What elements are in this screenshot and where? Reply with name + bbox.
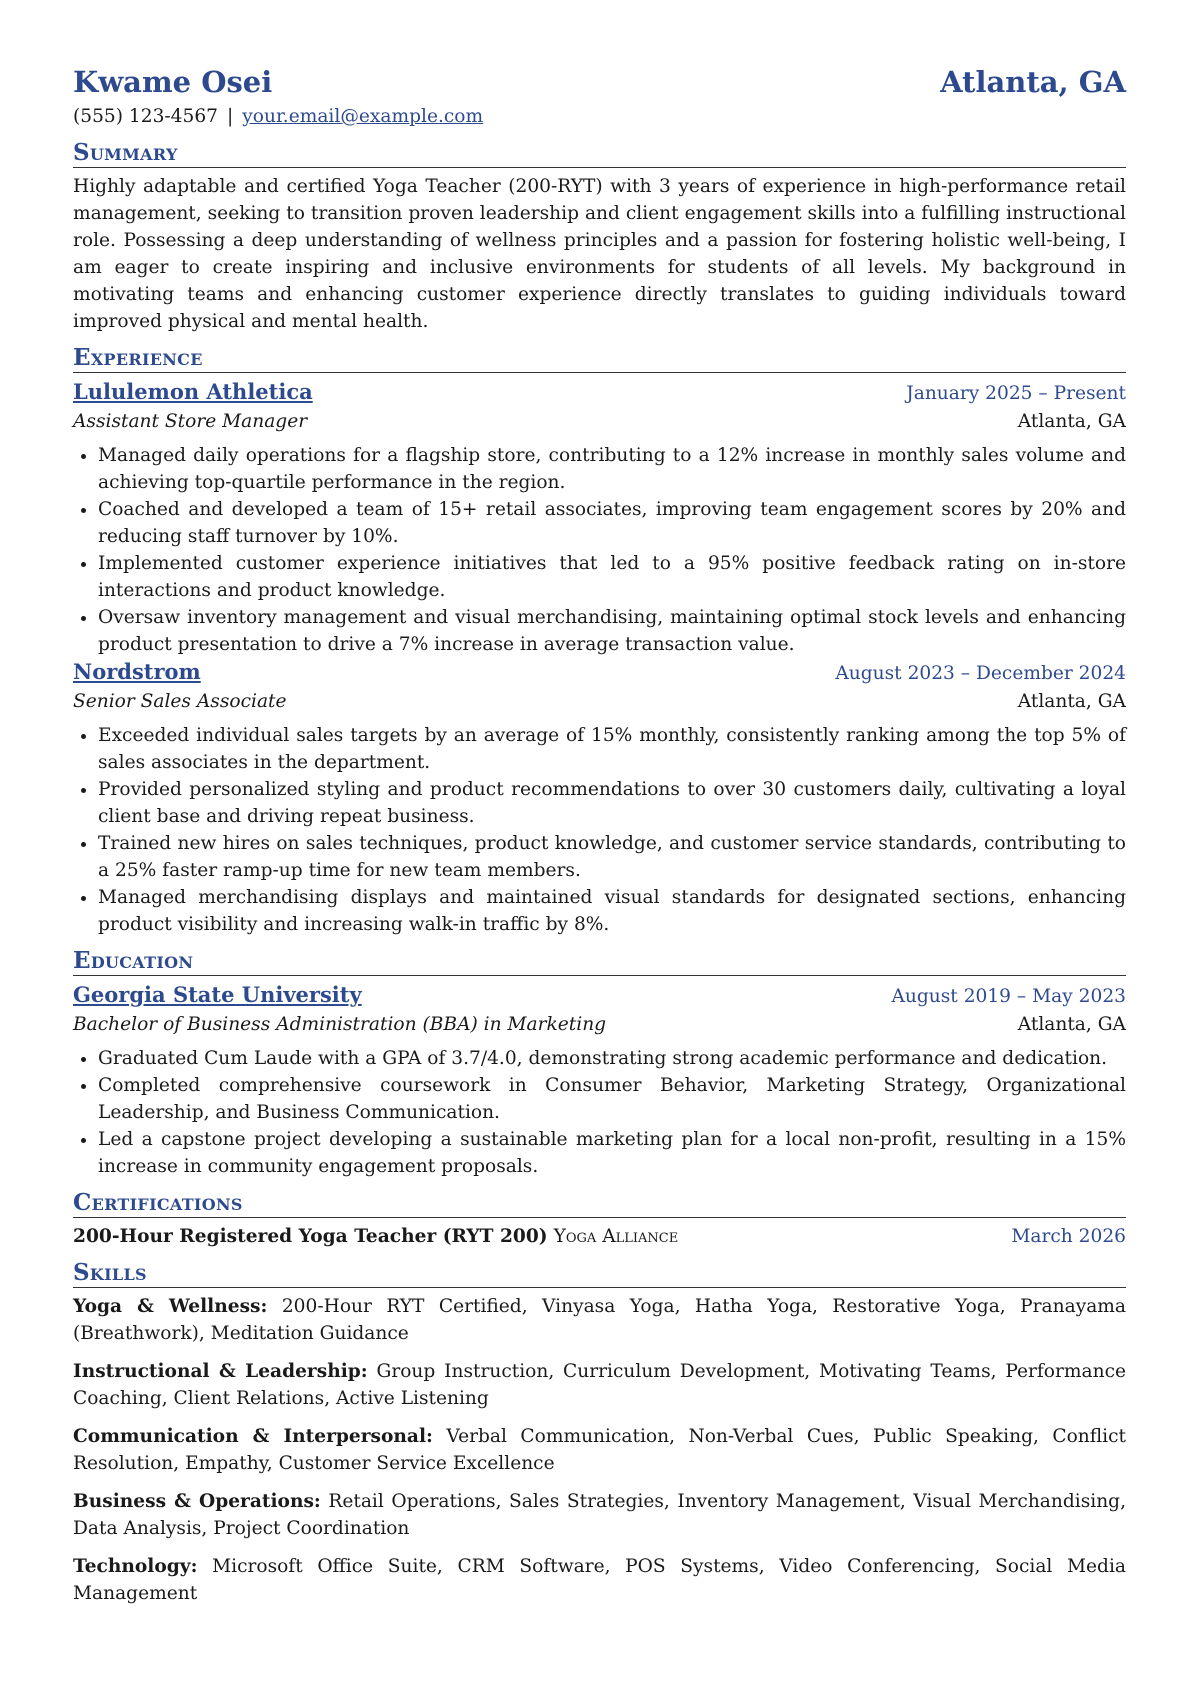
job-title: Assistant Store Manager bbox=[73, 411, 308, 432]
skill-group bbox=[73, 1293, 1126, 1347]
section-title-summary: Summary bbox=[73, 140, 1126, 168]
summary-text: Highly adaptable and certified Yoga Teacher (200-RYT) with 3 years of experience in high-performance retail management, seeking to transition proven leadership and client engagement skills into a fulfilling instructional role. Possessing a deep understanding of wellness principles and a passion for fostering holistic well-being, I am eager to create inspiring and inclusive environments for students of all levels. My background in motivating teams and enhancing customer experience directly translates to guiding individuals toward improved physical and mental health. bbox=[73, 176, 1126, 332]
skill-group bbox=[73, 1488, 1126, 1542]
skill-label: Communication & Interpersonal: bbox=[73, 1426, 433, 1447]
job-dates: January 2025 – Present bbox=[906, 383, 1126, 404]
employer-link[interactable]: Lululemon Athletica bbox=[73, 379, 313, 404]
skill-label: Instructional & Leadership: bbox=[73, 1361, 368, 1382]
job-location: Atlanta, GA bbox=[1017, 411, 1126, 432]
section-title-certifications: Certifications bbox=[73, 1190, 1126, 1218]
contact-line bbox=[73, 104, 1126, 130]
employer-link[interactable]: Nordstrom bbox=[73, 659, 201, 684]
certification-org: Yoga Alliance bbox=[553, 1226, 679, 1247]
skill-group bbox=[73, 1553, 1126, 1607]
skill-label: Technology: bbox=[73, 1556, 198, 1577]
job-header bbox=[73, 658, 1126, 688]
education-subheader bbox=[73, 1011, 1126, 1039]
job-dates: August 2023 – December 2024 bbox=[835, 663, 1126, 684]
skill-text: Group Instruction, Curriculum Development, Motivating Teams, Performance Coaching, Client Relations, Active Listening bbox=[73, 1361, 1126, 1409]
skill-text: Retail Operations, Sales Strategies, Inventory Management, Visual Merchandising, Data Analysis, Project Coordination bbox=[73, 1491, 1126, 1539]
education-entry bbox=[73, 981, 1126, 1180]
bullet-item: • Managed merchandising displays and maintained visual standards for designated sections, enhancing product visibility and increasing walk-in traffic by 8%. bbox=[98, 884, 1126, 938]
job-entry bbox=[73, 378, 1126, 658]
section-title-education: Education bbox=[73, 948, 1126, 976]
section-title-skills: Skills bbox=[73, 1260, 1126, 1288]
bullet-item: • Exceeded individual sales targets by an average of 15% monthly, consistently ranking among the top 5% of sales associates in the department. bbox=[98, 722, 1126, 776]
skill-text: Verbal Communication, Non-Verbal Cues, Public Speaking, Conflict Resolution, Empathy, Customer Service Excellence bbox=[73, 1426, 1126, 1474]
bullet-item: • Completed comprehensive coursework in Consumer Behavior, Marketing Strategy, Organizational Leadership, and Business Communication. bbox=[98, 1072, 1126, 1126]
bullet-item: • Graduated Cum Laude with a GPA of 3.7/4.0, demonstrating strong academic performance and dedication. bbox=[98, 1045, 1126, 1072]
bullet-item: • Coached and developed a team of 15+ retail associates, improving team engagement scores by 20% and reducing staff turnover by 10%. bbox=[98, 496, 1126, 550]
certification-entry bbox=[73, 1223, 1126, 1250]
candidate-name: Kwame Osei bbox=[73, 65, 273, 99]
contact-separator: | bbox=[227, 106, 234, 127]
resume-header bbox=[73, 62, 1126, 102]
skill-text: Microsoft Office Suite, CRM Software, POS Systems, Video Conferencing, Social Media Management bbox=[73, 1556, 1126, 1604]
job-entry bbox=[73, 658, 1126, 938]
bullet-item: • Led a capstone project developing a sustainable marketing plan for a local non-profit, resulting in a 15% increase in community engagement proposals. bbox=[98, 1126, 1126, 1180]
skill-group bbox=[73, 1423, 1126, 1477]
skill-label: Business & Operations: bbox=[73, 1491, 321, 1512]
bullet-item: • Trained new hires on sales techniques, product knowledge, and customer service standards, contributing to a 25% faster ramp-up time for new team members. bbox=[98, 830, 1126, 884]
education-dates: August 2019 – May 2023 bbox=[891, 986, 1126, 1007]
degree-title: Bachelor of Business Administration (BBA) in Marketing bbox=[73, 1014, 607, 1035]
skill-text: 200-Hour RYT Certified, Vinyasa Yoga, Hatha Yoga, Restorative Yoga, Pranayama (Breathwork), Meditation Guidance bbox=[73, 1296, 1126, 1344]
skill-group bbox=[73, 1358, 1126, 1412]
bullet-item: • Implemented customer experience initiatives that led to a 95% positive feedback rating on in-store interactions and product knowledge. bbox=[98, 550, 1126, 604]
job-header bbox=[73, 378, 1126, 408]
bullet-item: • Oversaw inventory management and visual merchandising, maintaining optimal stock levels and enhancing product presentation to drive a 7% increase in average transaction value. bbox=[98, 604, 1126, 658]
job-title: Senior Sales Associate bbox=[73, 691, 287, 712]
education-header bbox=[73, 981, 1126, 1011]
bullet-item: • Provided personalized styling and product recommendations to over 30 customers daily, cultivating a loyal client base and driving repeat business. bbox=[98, 776, 1126, 830]
phone-number: (555) 123-4567 bbox=[73, 106, 219, 127]
certification-date: March 2026 bbox=[1011, 1226, 1126, 1247]
job-subheader bbox=[73, 408, 1126, 436]
skill-label: Yoga & Wellness: bbox=[73, 1296, 268, 1317]
job-bullets bbox=[73, 442, 1126, 658]
email-link[interactable]: your.email@example.com bbox=[242, 106, 484, 127]
school-link[interactable]: Georgia State University bbox=[73, 982, 362, 1007]
job-subheader bbox=[73, 688, 1126, 716]
job-bullets bbox=[73, 722, 1126, 938]
certification-name: 200-Hour Registered Yoga Teacher (RYT 200) bbox=[73, 1226, 548, 1247]
job-location: Atlanta, GA bbox=[1017, 691, 1126, 712]
bullet-item: • Managed daily operations for a flagship store, contributing to a 12% increase in monthly sales volume and achieving top-quartile performance in the region. bbox=[98, 442, 1126, 496]
candidate-location: Atlanta, GA bbox=[940, 65, 1126, 99]
education-bullets bbox=[73, 1045, 1126, 1180]
section-title-experience: Experience bbox=[73, 345, 1126, 373]
education-location: Atlanta, GA bbox=[1017, 1014, 1126, 1035]
